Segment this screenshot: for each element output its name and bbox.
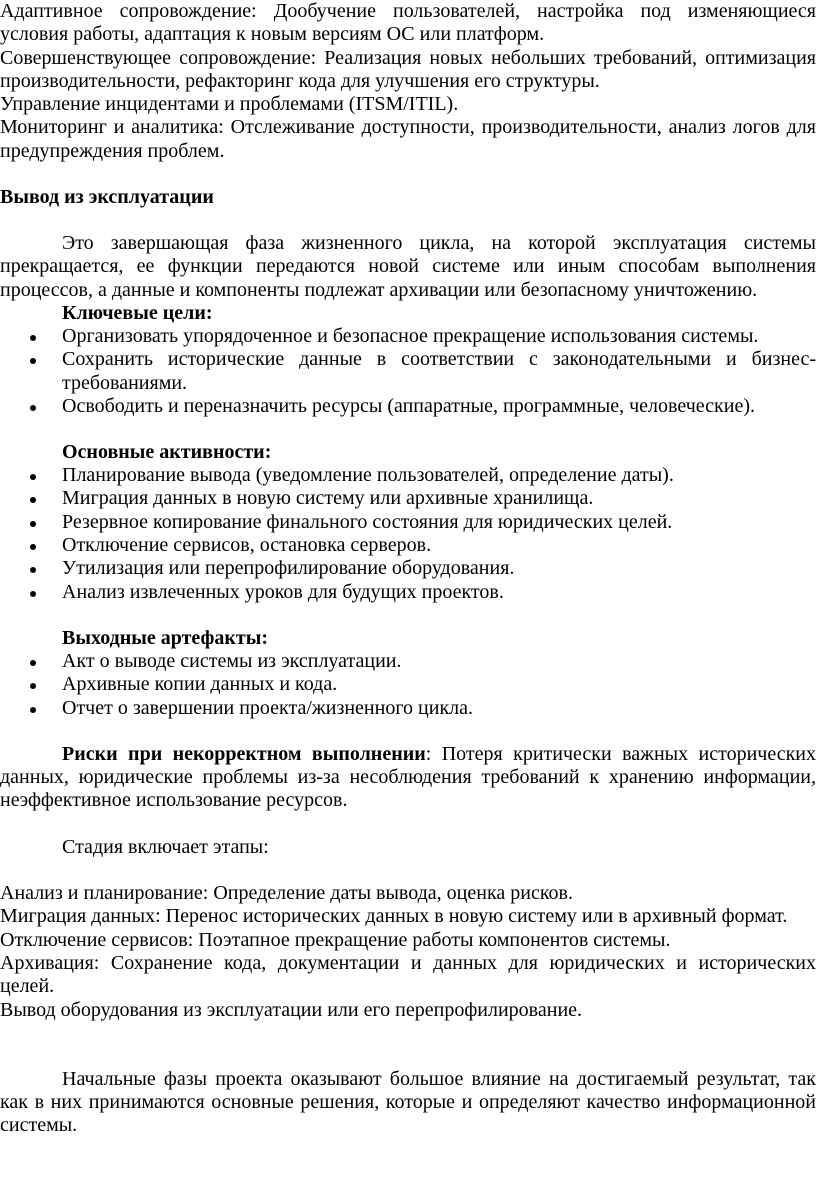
activities-heading: Основные активности: xyxy=(62,441,272,464)
bullet-icon xyxy=(30,405,36,411)
stage-line: Отключение сервисов: Поэтапное прекращение работы компонентов системы. xyxy=(0,928,671,951)
list-item: Организовать упорядоченное и безопасное прекращение использования системы. xyxy=(0,325,816,348)
bullet-icon xyxy=(30,358,36,364)
conclusion-paragraph: Начальные фазы проекта оказывают большое влияние на достигаемый результат, так как в них принимаются основные решения, которые и определяют качество информационной системы. xyxy=(0,1067,816,1137)
stage-line: Вывод оборудования из эксплуатации или его перепрофилирование. xyxy=(0,998,583,1021)
stage-line: Архивация: Сохранение кода, документации и данных для юридических и исторических целей. xyxy=(0,951,816,998)
spacer xyxy=(0,859,816,882)
spacer xyxy=(0,418,816,441)
bullet-icon xyxy=(30,707,36,713)
intro-line-perfective: Совершенствующее сопровождение: Реализация новых небольших требований, оптимизация производительности, рефакторинг кода для улучшения его структуры. xyxy=(0,46,816,92)
spacer xyxy=(0,163,816,186)
list-item: Утилизация или перепрофилирование оборудования. xyxy=(0,557,816,580)
intro-line-adaptive: Адаптивное сопровождение: Дообучение пользователей, настройка под изменяющиеся условия работы, адаптация к новым версиям ОС или платформ. xyxy=(0,0,816,46)
list-item: Архивные копии данных и кода. xyxy=(0,673,816,696)
list-item: Отключение сервисов, остановка серверов. xyxy=(0,534,816,557)
bullet-icon xyxy=(30,660,36,666)
bullet-icon xyxy=(30,544,36,550)
list-item: Анализ извлеченных уроков для будущих проектов. xyxy=(0,581,816,604)
bullet-icon xyxy=(30,683,36,689)
bullet-icon xyxy=(30,497,36,503)
section-intro: Это завершающая фаза жизненного цикла, на которой эксплуатация системы прекращается, ее функции передаются новой системе или иным способам выполнения процессов, а данные и компоненты подлежат архивации или безопасному уничтожению. xyxy=(0,232,816,301)
artifacts-heading: Выходные артефакты: xyxy=(62,626,269,649)
goals-heading: Ключевые цели: xyxy=(62,301,213,324)
spacer xyxy=(0,720,816,743)
bullet-icon xyxy=(30,335,36,341)
intro-line-monitoring: Мониторинг и аналитика: Отслеживание доступности, производительности, анализ логов для предупреждения проблем. xyxy=(0,116,816,162)
artifacts-list xyxy=(0,650,816,720)
stage-line: Анализ и планирование: Определение даты вывода, оценка рисков. xyxy=(0,882,573,905)
list-item: Отчет о завершении проекта/жизненного цикла. xyxy=(0,697,816,720)
list-item: Миграция данных в новую систему или архивные хранилища. xyxy=(0,487,816,510)
list-item: Резервное копирование финального состояния для юридических целей. xyxy=(0,511,816,534)
bullet-icon xyxy=(30,474,36,480)
risks-text: : Потеря критически важных исторических данных, юридические проблемы из-за несоблюдения требований к хранению информации, неэффективное использование ресурсов. xyxy=(0,742,816,812)
intro-line-incidents: Управление инцидентами и проблемами (ITSM/ITIL). xyxy=(0,93,459,116)
section-title: Вывод из эксплуатации xyxy=(0,186,214,209)
list-item: Сохранить исторические данные в соответствии с законодательными и бизнес-требованиями. xyxy=(0,348,816,395)
bullet-icon xyxy=(30,591,36,597)
bullet-icon xyxy=(30,521,36,527)
spacer xyxy=(0,1022,816,1068)
spacer xyxy=(0,813,816,836)
activities-list xyxy=(0,464,816,604)
list-item: Акт о выводе системы из эксплуатации. xyxy=(0,650,816,673)
bullet-icon xyxy=(30,567,36,573)
spacer xyxy=(0,209,816,232)
list-item: Освободить и переназначить ресурсы (аппаратные, программные, человеческие). xyxy=(0,395,816,418)
goals-list xyxy=(0,325,816,418)
stages-intro: Стадия включает этапы: xyxy=(62,835,269,858)
list-item: Планирование вывода (уведомление пользователей, определение даты). xyxy=(0,464,816,487)
stage-line: Миграция данных: Перенос исторических данных в новую систему или в архивный формат. xyxy=(0,905,788,928)
spacer xyxy=(0,604,816,627)
risks-label: Риски при некорректном выполнении xyxy=(62,742,426,765)
risks-paragraph xyxy=(0,743,816,813)
